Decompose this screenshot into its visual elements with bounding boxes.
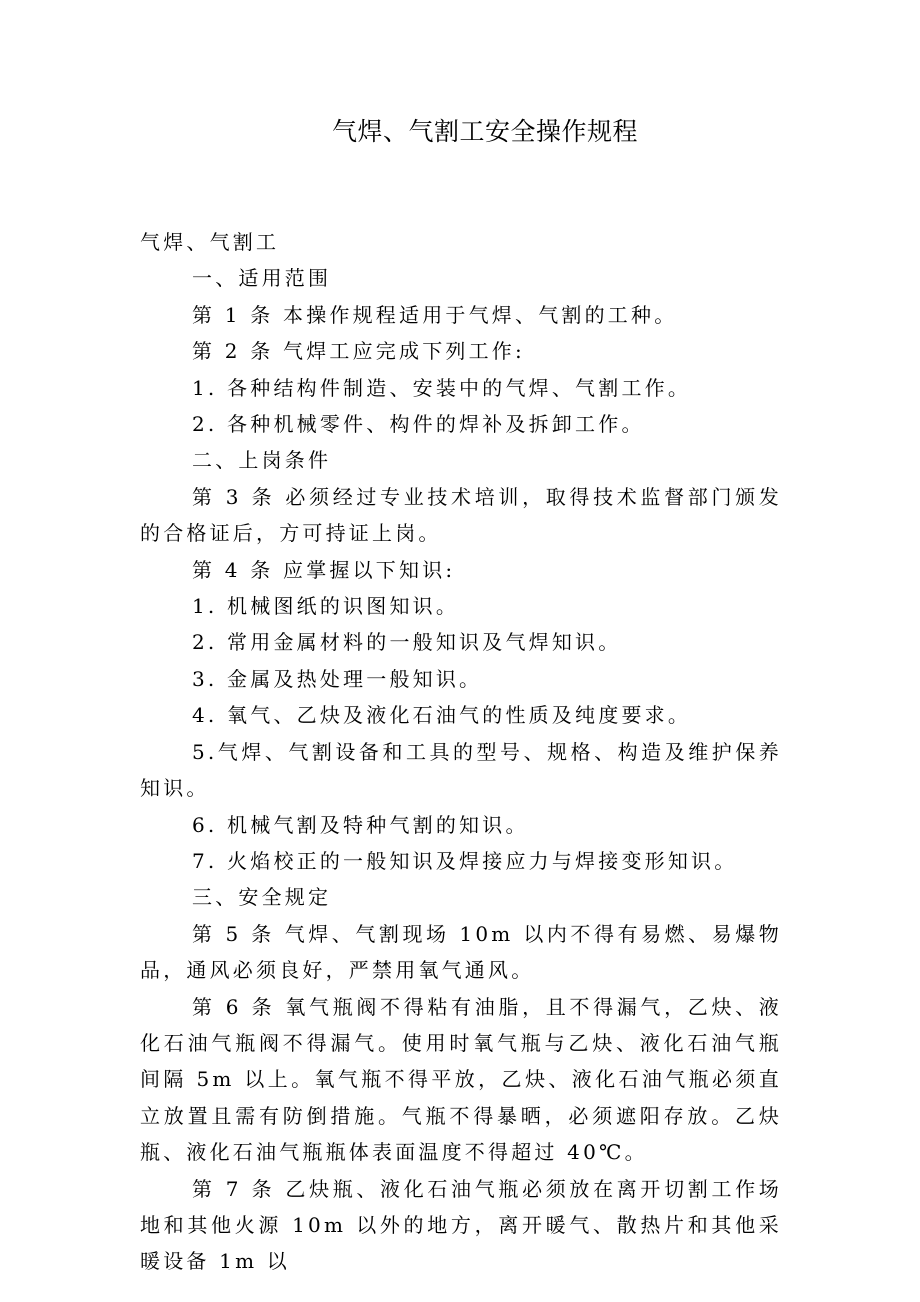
document-paragraph: 5.气焊、气割设备和工具的型号、规格、构造及维护保养知识。: [140, 739, 782, 801]
document-paragraph: 第 1 条 本操作规程适用于气焊、气割的工种。: [192, 302, 678, 327]
document-paragraph: 3. 金属及热处理一般知识。: [192, 666, 483, 691]
document-body: [140, 224, 782, 1280]
document-paragraph: 第 3 条 必须经过专业技术培训，取得技术监督部门颁发的合格证后，方可持证上岗。: [140, 484, 782, 546]
document-paragraph: 2. 各种机械零件、构件的焊补及拆卸工作。: [192, 412, 645, 437]
document-paragraph: 三、安全规定: [192, 885, 332, 910]
document-title: 气焊、气割工安全操作规程: [331, 117, 638, 146]
document-paragraph: 1. 各种结构件制造、安装中的气焊、气割工作。: [192, 375, 692, 400]
document-paragraph: 二、上岗条件: [192, 448, 332, 473]
document-paragraph: 第 6 条 氧气瓶阀不得粘有油脂，且不得漏气，乙炔、液化石油气瓶阀不得漏气。使用时氧气瓶与乙炔、液化石油气瓶间隔 5m 以上。氧气瓶不得平放，乙炔、液化石油气瓶必须直立放置且需有防倒措施。气瓶不得暴晒，必须遮阳存放。乙炔瓶、液化石油气瓶瓶体表面温度不得超过 40℃。: [140, 994, 782, 1165]
document-paragraph: 6. 机械气割及特种气割的知识。: [192, 812, 529, 837]
document-paragraph: 1. 机械图纸的识图知识。: [192, 594, 460, 619]
document-paragraph: 7. 火焰校正的一般知识及焊接应力与焊接变形知识。: [192, 848, 738, 873]
document-paragraph: 第 4 条 应掌握以下知识:: [192, 557, 456, 582]
document-paragraph: 一、适用范围: [192, 266, 332, 291]
document-paragraph: 第 5 条 气焊、气割现场 10m 以内不得有易燃、易爆物品，通风必须良好，严禁用氧气通风。: [140, 921, 782, 983]
document-paragraph: 2. 常用金属材料的一般知识及气焊知识。: [192, 630, 622, 655]
document-paragraph: 气焊、气割工: [140, 230, 280, 254]
document-paragraph: 4. 氧气、乙炔及液化石油气的性质及纯度要求。: [192, 703, 692, 728]
document-paragraph: 第 2 条 气焊工应完成下列工作:: [192, 339, 525, 364]
document-paragraph: 第 7 条 乙炔瓶、液化石油气瓶必须放在离开切割工作场地和其他火源 10m 以外的地方，离开暖气、散热片和其他采暖设备 1m 以: [140, 1176, 782, 1274]
